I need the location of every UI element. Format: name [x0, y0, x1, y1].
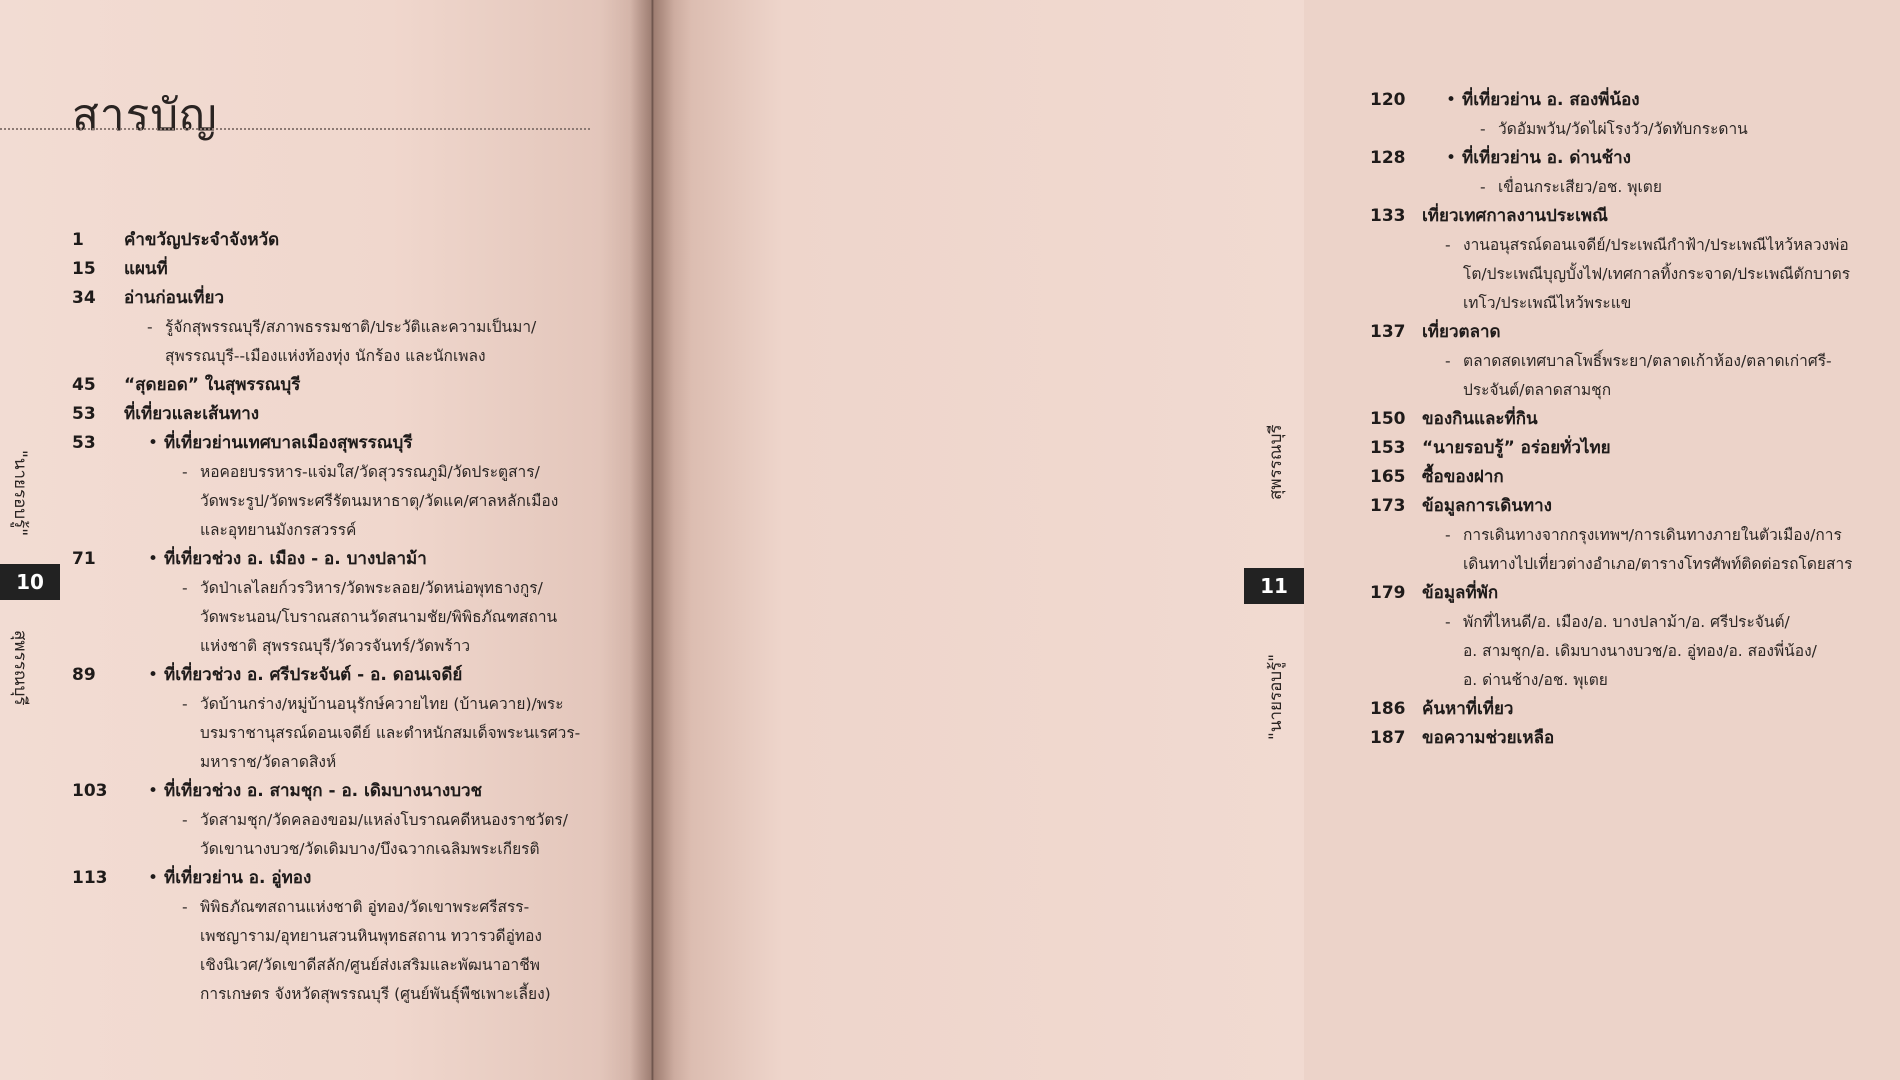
left-page [0, 0, 652, 1080]
toc-left [72, 226, 602, 1009]
toc-description-text: บรมราชานุสรณ์ดอนเจดีย์ และตำหนักสมเด็จพระนเรศวร- [200, 724, 581, 742]
toc-entry [1370, 434, 1900, 463]
toc-description-line [1445, 347, 1900, 376]
toc-description-text: รู้จักสุพรรณบุรี/สภาพธรรมชาติ/ประวัติและความเป็นมา/ [165, 318, 537, 336]
running-header-left-top [7, 450, 34, 536]
toc-heading: ข้อมูลที่พัก [1422, 583, 1499, 603]
toc-description-text: วัดสามชุก/วัดคลองขอม/แหล่งโบราณคดีหนองราชวัตร/ [200, 811, 568, 829]
bullet-icon: • [148, 868, 159, 888]
toc-description-line [182, 806, 602, 835]
toc-entry [72, 371, 602, 400]
toc-description-text: หอคอยบรรหาร-แจ่มใส/วัดสุวรรณภูมิ/วัดประตูสาร/ [200, 463, 540, 481]
toc-description-text: งานอนุสรณ์ดอนเจดีย์/ประเพณีกำฟ้า/ประเพณีไหว้หลวงพ่อ [1463, 236, 1849, 254]
dash-marker: - [1445, 526, 1451, 544]
toc-description-line [182, 951, 602, 980]
toc-description-text: วัดอัมพวัน/วัดไผ่โรงวัว/วัดทับกระดาน [1498, 120, 1748, 138]
toc-description-line [1480, 115, 1900, 144]
dash-marker: - [1445, 352, 1451, 370]
running-header-left-bottom: สุพรรณบุรี [10, 630, 30, 706]
toc-description-text: อ. ด่านช้าง/อช. พุเตย [1463, 671, 1608, 689]
toc-heading: ของกินและที่กิน [1422, 409, 1538, 429]
toc-entry [1370, 318, 1900, 347]
running-header-text: "นายรอบ [10, 450, 30, 520]
toc-description-line [182, 574, 602, 603]
bullet-icon: • [148, 665, 159, 685]
toc-heading: เที่ยวเทศกาลงานประเพณี [1422, 206, 1608, 226]
toc-description-text: วัดเขานางบวช/วัดเดิมบาง/บึงฉวากเฉลิมพระเกียรติ [200, 840, 540, 858]
bullet-icon: • [1446, 148, 1457, 168]
toc-description-line [1445, 608, 1900, 637]
toc-description-line [182, 893, 602, 922]
toc-description-text: วัดพระรูป/วัดพระศรีรัตนมหาธาตุ/วัดแค/ศาลหลักเมือง [200, 492, 559, 510]
toc-description-line [182, 603, 602, 632]
toc-description-line [182, 487, 602, 516]
toc-page-number: 89 [72, 665, 96, 685]
toc-entry [72, 864, 602, 893]
toc-heading: ซื้อของฝาก [1422, 467, 1504, 487]
toc-heading: เที่ยวตลาด [1422, 322, 1501, 342]
toc-page-number: 165 [1370, 467, 1406, 487]
toc-entry [72, 661, 602, 690]
toc-description-line [182, 980, 602, 1009]
toc-description-line [1445, 231, 1900, 260]
toc-sub-heading: ที่เที่ยวย่านเทศบาลเมืองสุพรรณบุรี [164, 433, 413, 453]
toc-sub-heading: ที่เที่ยวย่าน อ. อู่ทอง [164, 868, 312, 888]
toc-description-line [147, 313, 602, 342]
toc-heading: แผนที่ [124, 259, 168, 279]
toc-description-line [182, 719, 602, 748]
toc-description-line [1445, 550, 1900, 579]
toc-heading: คำขวัญประจำจังหวัด [124, 230, 280, 250]
dash-marker: - [182, 898, 188, 916]
toc-description-text: เดินทางไปเที่ยวต่างอำเภอ/ตารางโทรศัพท์ติดต่อรถโดยสาร [1463, 555, 1853, 573]
toc-page-number: 179 [1370, 583, 1406, 603]
page-number-left: 10 [0, 564, 60, 600]
toc-description-line [182, 835, 602, 864]
toc-description-line [1480, 173, 1900, 202]
toc-description-line [182, 632, 602, 661]
toc-page-number: 34 [72, 288, 96, 308]
toc-sub-heading: ที่เที่ยวช่วง อ. สามชุก - อ. เดิมบางนางบวช [164, 781, 483, 801]
toc-page-number: 71 [72, 549, 96, 569]
dash-marker: - [1445, 613, 1451, 631]
toc-page-number: 113 [72, 868, 108, 888]
dash-marker: - [182, 811, 188, 829]
title-divider [0, 128, 590, 130]
bullet-icon: • [148, 549, 159, 569]
toc-description-line [1445, 376, 1900, 405]
toc-description-text: อ. สามชุก/อ. เดิมบางนางบวช/อ. อู่ทอง/อ. สองพี่น้อง/ [1463, 642, 1817, 660]
dash-marker: - [147, 318, 153, 336]
toc-entry [72, 400, 602, 429]
toc-description-line [147, 342, 602, 371]
toc-description-text: วัดพระนอน/โบราณสถานวัดสนามชัย/พิพิธภัณฑสถาน [200, 608, 558, 626]
toc-right [1370, 86, 1900, 753]
book-gutter [630, 0, 674, 1080]
dash-marker: - [182, 695, 188, 713]
toc-description-line [1445, 666, 1900, 695]
toc-page-number: 187 [1370, 728, 1406, 748]
toc-description-text: ประจันต์/ตลาดสามชุก [1463, 381, 1612, 399]
toc-description-text: แห่งชาติ สุพรรณบุรี/วัดวรจันทร์/วัดพร้าว [200, 637, 471, 655]
toc-entry [72, 429, 602, 458]
toc-heading: ขอความช่วยเหลือ [1422, 728, 1555, 748]
toc-page-number: 186 [1370, 699, 1406, 719]
toc-entry [1370, 86, 1900, 115]
toc-page-number: 128 [1370, 148, 1406, 168]
toc-page-number: 137 [1370, 322, 1406, 342]
toc-description-text: เขื่อนกระเสียว/อช. พุเตย [1498, 178, 1662, 196]
toc-entry [72, 284, 602, 313]
bullet-icon: • [148, 781, 159, 801]
dash-marker: - [1480, 178, 1486, 196]
toc-description-text: เชิงนิเวศ/วัดเขาดีสลัก/ศูนย์ส่งเสริมและพัฒนาอาชีพ [200, 956, 540, 974]
toc-sub-heading: ที่เที่ยวย่าน อ. ด่านช้าง [1462, 148, 1631, 168]
toc-description-line [182, 690, 602, 719]
toc-heading: ที่เที่ยวและเส้นทาง [124, 404, 260, 424]
toc-entry [1370, 144, 1900, 173]
toc-page-number: 103 [72, 781, 108, 801]
running-header-right-bottom: "นายรอบรู้" [1266, 653, 1286, 740]
toc-description-line [182, 922, 602, 951]
toc-description-text: วัดบ้านกร่าง/หมู่บ้านอนุรักษ์ควายไทย (บ้านควาย)/พระ [200, 695, 564, 713]
page-number-right: 11 [1244, 568, 1304, 604]
toc-entry [72, 545, 602, 574]
toc-description-text: ตลาดสดเทศบาลโพธิ์พระยา/ตลาดเก้าห้อง/ตลาดเก่าศรี- [1463, 352, 1832, 370]
toc-page-number: 53 [72, 433, 96, 453]
toc-description-text: พิพิธภัณฑสถานแห่งชาติ อู่ทอง/วัดเขาพระศรีสรร- [200, 898, 530, 916]
dash-marker: - [182, 579, 188, 597]
toc-description-text: และอุทยานมังกรสวรรค์ [200, 521, 357, 539]
toc-page-number: 133 [1370, 206, 1406, 226]
toc-page-number: 150 [1370, 409, 1406, 429]
toc-entry [1370, 695, 1900, 724]
dash-marker: - [1480, 120, 1486, 138]
toc-heading: ค้นหาที่เที่ยว [1422, 699, 1514, 719]
toc-description-text: พักที่ไหนดี/อ. เมือง/อ. บางปลาม้า/อ. ศรีประจันต์/ [1463, 613, 1790, 631]
toc-sub-heading: ที่เที่ยวช่วง อ. ศรีประจันต์ - อ. ดอนเจดีย์ [164, 665, 463, 685]
dash-marker: - [182, 463, 188, 481]
toc-description-text: วัดป่าเลไลยก์วรวิหาร/วัดพระลอย/วัดหน่อพุทธางกูร/ [200, 579, 543, 597]
toc-page-number: 1 [72, 230, 84, 250]
toc-page-number: 153 [1370, 438, 1406, 458]
toc-entry [1370, 724, 1900, 753]
toc-description-line [1445, 260, 1900, 289]
toc-description-line [1445, 637, 1900, 666]
toc-page-number: 15 [72, 259, 96, 279]
toc-description-text: มหาราช/วัดลาดสิงห์ [200, 753, 337, 771]
toc-description-text: เทโว/ประเพณีไหว้พระแข [1463, 294, 1632, 312]
toc-entry [72, 777, 602, 806]
toc-heading: “นายรอบรู้” อร่อยทั่วไทย [1422, 438, 1611, 458]
running-header-right-top: สุพรรณบุรี [1266, 424, 1286, 500]
toc-description-line [1445, 289, 1900, 318]
toc-entry [1370, 579, 1900, 608]
toc-page-number: 173 [1370, 496, 1406, 516]
toc-description-text: เพชญาราม/อุทยานสวนหินพุทธสถาน ทวารวดีอู่ทอง [200, 927, 542, 945]
toc-description-text: โต/ประเพณีบุญบั้งไฟ/เทศกาลทิ้งกระจาด/ประเพณีตักบาตร [1463, 265, 1851, 283]
toc-entry [72, 255, 602, 284]
toc-description-line [182, 458, 602, 487]
toc-heading: อ่านก่อนเที่ยว [124, 288, 225, 308]
bullet-icon: • [148, 433, 159, 453]
toc-entry [1370, 463, 1900, 492]
toc-description-line [182, 748, 602, 777]
toc-page-number: 45 [72, 375, 96, 395]
toc-heading: ข้อมูลการเดินทาง [1422, 496, 1552, 516]
toc-page-number: 53 [72, 404, 96, 424]
toc-description-line [1445, 521, 1900, 550]
running-header-text-end: รู้" [10, 519, 30, 537]
bullet-icon: • [1446, 90, 1457, 110]
toc-description-text: การเกษตร จังหวัดสุพรรณบุรี (ศูนย์พันธุ์พืชเพาะเลี้ยง) [200, 985, 551, 1003]
right-page [652, 0, 1853, 1080]
toc-sub-heading: ที่เที่ยวย่าน อ. สองพี่น้อง [1462, 90, 1640, 110]
page-title: สารบัญ [72, 90, 218, 141]
toc-entry [1370, 492, 1900, 521]
toc-sub-heading: ที่เที่ยวช่วง อ. เมือง - อ. บางปลาม้า [164, 549, 427, 569]
toc-description-line [182, 516, 602, 545]
toc-entry [72, 226, 602, 255]
dash-marker: - [1445, 236, 1451, 254]
toc-description-text: การเดินทางจากกรุงเทพฯ/การเดินทางภายในตัวเมือง/การ [1463, 526, 1842, 544]
toc-description-text: สุพรรณบุรี--เมืองแห่งท้องทุ่ง นักร้อง และนักเพลง [165, 347, 486, 365]
toc-heading: “สุดยอด” ในสุพรรณบุรี [124, 375, 301, 395]
toc-page-number: 120 [1370, 90, 1406, 110]
toc-entry [1370, 202, 1900, 231]
toc-entry [1370, 405, 1900, 434]
